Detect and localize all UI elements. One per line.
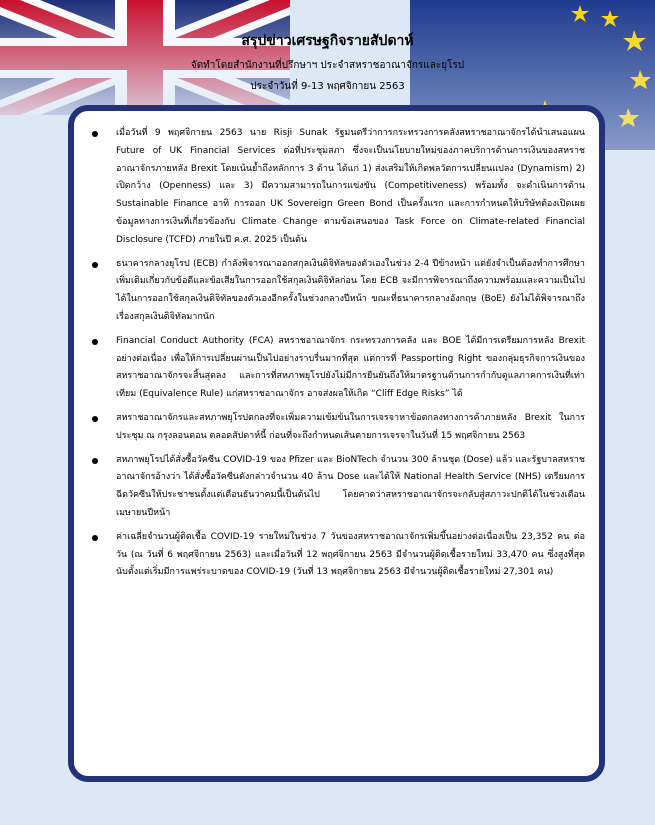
news-item-text: ธนาคารกลางยุโรป (ECB) กำลังพิจารณาออกสกุลเงินดิจิทัลของตัวเองในช่วง 2-4 ปีข้างหน้า แต่ยังจำเป็นต้องทำการศึกษาเพิ่มเติมเกี่ยวกับข้อดีและข้อเสียในการออกใช้สกุลเงินดิจิทัลก่อน โดย ECB จะมีการพิจารณาถึงความพร้อมและความเป็นไปได้ในการออกใช้สกุลเงินดิจิทัลของตัวเองอีกครั้งในช่วงกลางปีหน้า ขณะที่ธนาคารกลางอังกฤษ (BoE) ยังไม่ได้พิจารณาถึงเรื่องสกุลเงินดิจิทัลมากนัก <box>116 258 585 322</box>
news-item <box>88 256 585 327</box>
news-item <box>88 125 585 250</box>
news-list <box>88 125 585 582</box>
page-subtitle: จัดทำโดยสำนักงานที่ปรึกษาฯ ประจำสหราชอาณาจักรและยุโรป <box>190 60 465 71</box>
news-box <box>68 105 605 782</box>
page-date: ประจำวันที่ 9-13 พฤศจิกายน 2563 <box>250 81 405 92</box>
news-item <box>88 333 585 404</box>
bullet-icon <box>92 416 98 422</box>
news-item-text: Financial Conduct Authority (FCA) สหราชอาณาจักร กระทรวงการคลัง และ BOE ได้มีการเตรียมการหลัง Brexit อย่างต่อเนื่อง เพื่อให้การเปลี่ยนผ่านเป็นไปอย่างราบรื่นมากที่สุด แต่การที่ Passporting Right ของกลุ่มธุรกิจการเงินของสหราชอาณาจักรจะสิ้นสุดลง และการที่สหภาพยุโรปยังไม่มีการยืนยันถึงให้มาตรฐานด้านการกำกับดูแลภาคการเงินที่เท่าเทียม (Equivalence Rule) แก่สหราชอาณาจักร อาจส่งผลให้เกิด “Cliff Edge Risks” ได้ <box>116 335 585 400</box>
bullet-icon <box>92 131 98 137</box>
news-item-text: สหราชอาณาจักรและสหภาพยุโรปตกลงที่จะเพิ่มความเข้มข้นในการเจรจาหาข้อตกลงทางการค้าภายหลัง Brexit ในการประชุม ณ กรุงลอนดอน ตลอดสัปดาห์นี้ ก่อนที่จะถึงกำหนดเส้นตายการเจรจาในวันที่ 15 พฤศจิกายน 2563 <box>116 412 585 441</box>
bullet-icon <box>92 458 98 464</box>
bullet-icon <box>92 339 98 345</box>
news-item-text: ค่าเฉลี่ยจำนวนผู้ติดเชื้อ COVID-19 รายใหม่ในช่วง 7 วันของสหราชอาณาจักรเพิ่มขึ้นอย่างต่อเนื่องเป็น 23,352 คน ต่อวัน (ณ วันที่ 6 พฤศจิกายน 2563) และเมื่อวันที่ 12 พฤศจิกายน 2563 มีจำนวนผู้ติดเชื้อรายใหม่ 33,470 คน ซึ่งสูงที่สุดนับตั้งแต่เริ่มมีการแพร่ระบาดของ COVID-19 (วันที่ 13 พฤศจิกายน 2563 มีจำนวนผู้ติดเชื้อรายใหม่ 27,301 คน) <box>116 531 585 578</box>
news-item-text: สหภาพยุโรปได้สั่งซื้อวัคซีน COVID-19 ของ Pfizer และ BioNTech จำนวน 300 ล้านชุด (Dose) แล้ว และรัฐบาลสหราชอาณาจักรอ้างว่า ได้สั่งซื้อวัคซีนดังกล่าวจำนวน 40 ล้าน Dose และได้ให้ National Health Service (NHS) เตรียมการฉีดวัคซีนให้ประชาชนตั้งแต่เดือนธันวาคมนี้เป็นต้นไป โดยคาดว่าสหราชอาณาจักรจะกลับสู่สภาวะปกติได้ในช่วงเดือนเมษายนปีหน้า <box>116 454 585 518</box>
news-item <box>88 529 585 582</box>
page-title: สรุปข่าวเศรษฐกิจรายสัปดาห์ <box>241 33 414 49</box>
bullet-icon <box>92 535 98 541</box>
news-item-text: เมื่อวันที่ 9 พฤศจิกายน 2563 นาย Risji Sunak รัฐมนตรีว่าการกระทรวงการคลังสหราชอาณาจักรได้นำเสนอแผน Future of UK Financial Services ต่อที่ประชุมสภา ซึ่งจะเป็นนโยบายใหม่ของภาคบริการด้านการเงินของสหราชอาณาจักรภายหลัง Brexit โดยเน้นย้ำถึงหลักการ 3 ด้าน ได้แก่ 1) ส่งเสริมให้เกิดพลวัตการเปลี่ยนแปลง (Dynamism) 2) เปิดกว้าง (Openness) และ 3) มีความสามารถในการแข่งขัน (Competitiveness) พร้อมทั้ง จะดำเนินการด้าน Sustainable Finance อาทิ การออก UK Sovereign Green Bond เป็นครั้งแรก และการกำหนดให้บริษัทต้องเปิดเผยข้อมูลทางการเงินที่เกี่ยวข้องกับ Climate Change ตามข้อเสนอของ Task Force on Climate-related Financial Disclosure (TCFD) ภายในปี ค.ศ. 2025 เป็นต้น <box>116 128 585 245</box>
bullet-icon <box>92 262 98 268</box>
news-item <box>88 410 585 446</box>
news-item <box>88 452 585 523</box>
page-header <box>0 30 655 94</box>
